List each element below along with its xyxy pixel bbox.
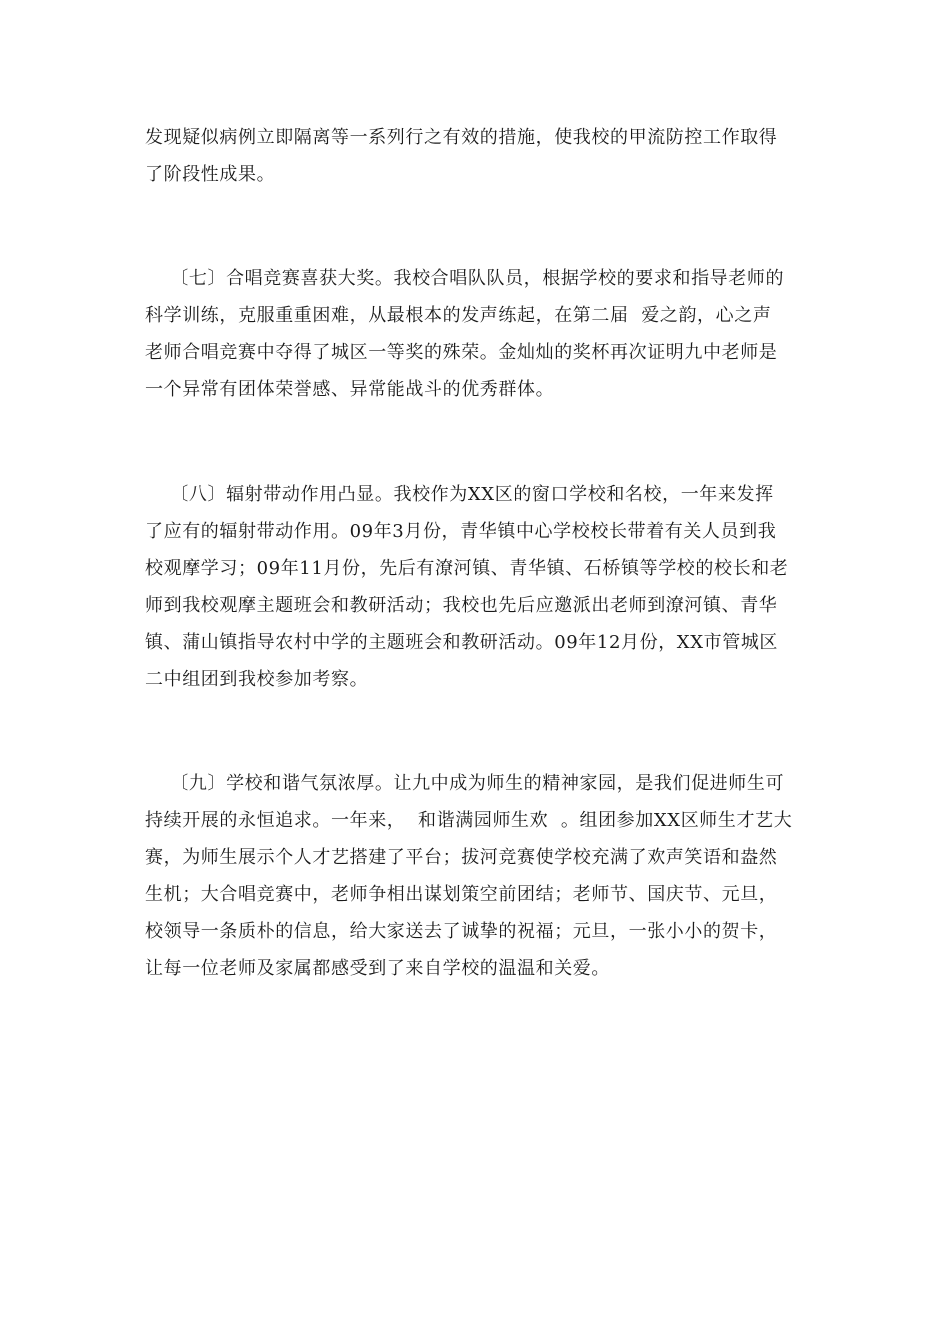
text-line: 科学训练，克服重重困难，从最根本的发声练起，在第二届 爱之韵，心之声 <box>145 305 772 326</box>
text-line: 〔八〕辐射带动作用凸显。我校作为XX区的窗口学校和名校，一年来发挥 <box>145 484 774 505</box>
text-line: 发现疑似病例立即隔离等一系列行之有效的措施，使我校的甲流防控工作取得 <box>145 127 778 148</box>
text-line: 〔七〕合唱竞赛喜获大奖。我校合唱队队员，根据学校的要求和指导老师的 <box>145 268 785 289</box>
text-line: 了应有的辐射带动作用。09年3月份，青华镇中心学校校长带着有关人员到我 <box>145 521 777 542</box>
text-line: 生机；大合唱竞赛中，老师争相出谋划策空前团结；老师节、国庆节、元旦， <box>145 884 778 905</box>
text-line: 持续开展的永恒追求。一年来， 和谐满园师生欢 。组团参加XX区师生才艺大 <box>145 810 793 831</box>
text-line: 老师合唱竞赛中夺得了城区一等奖的殊荣。金灿灿的奖杯再次证明九中老师是 <box>145 342 778 363</box>
paragraph-harmony <box>145 765 815 987</box>
text-line: 了阶段性成果。 <box>145 164 276 185</box>
paragraph-continuation <box>145 119 815 193</box>
text-line: 校观摩学习；09年11月份，先后有潦河镇、青华镇、石桥镇等学校的校长和老 <box>145 558 789 579</box>
text-line: 〔九〕学校和谐气氛浓厚。让九中成为师生的精神家园，是我们促进师生可 <box>145 773 785 794</box>
text-line: 师到我校观摩主题班会和教研活动；我校也先后应邀派出老师到潦河镇、青华 <box>145 595 778 616</box>
text-line: 一个异常有团体荣誉感、异常能战斗的优秀群体。 <box>145 379 555 400</box>
text-line: 赛，为师生展示个人才艺搭建了平台；拔河竞赛使学校充满了欢声笑语和盎然 <box>145 847 778 868</box>
text-line: 校领导一条质朴的信息，给大家送去了诚挚的祝福；元旦，一张小小的贺卡， <box>145 921 778 942</box>
paragraph-chorus-award <box>145 260 815 408</box>
text-line: 二中组团到我校参加考察。 <box>145 669 369 690</box>
text-line: 镇、蒲山镇指导农村中学的主题班会和教研活动。09年12月份，XX市管城区 <box>145 632 779 653</box>
text-line: 让每一位老师及家属都感受到了来自学校的温温和关爱。 <box>145 958 610 979</box>
paragraph-radiation-effect <box>145 476 815 698</box>
